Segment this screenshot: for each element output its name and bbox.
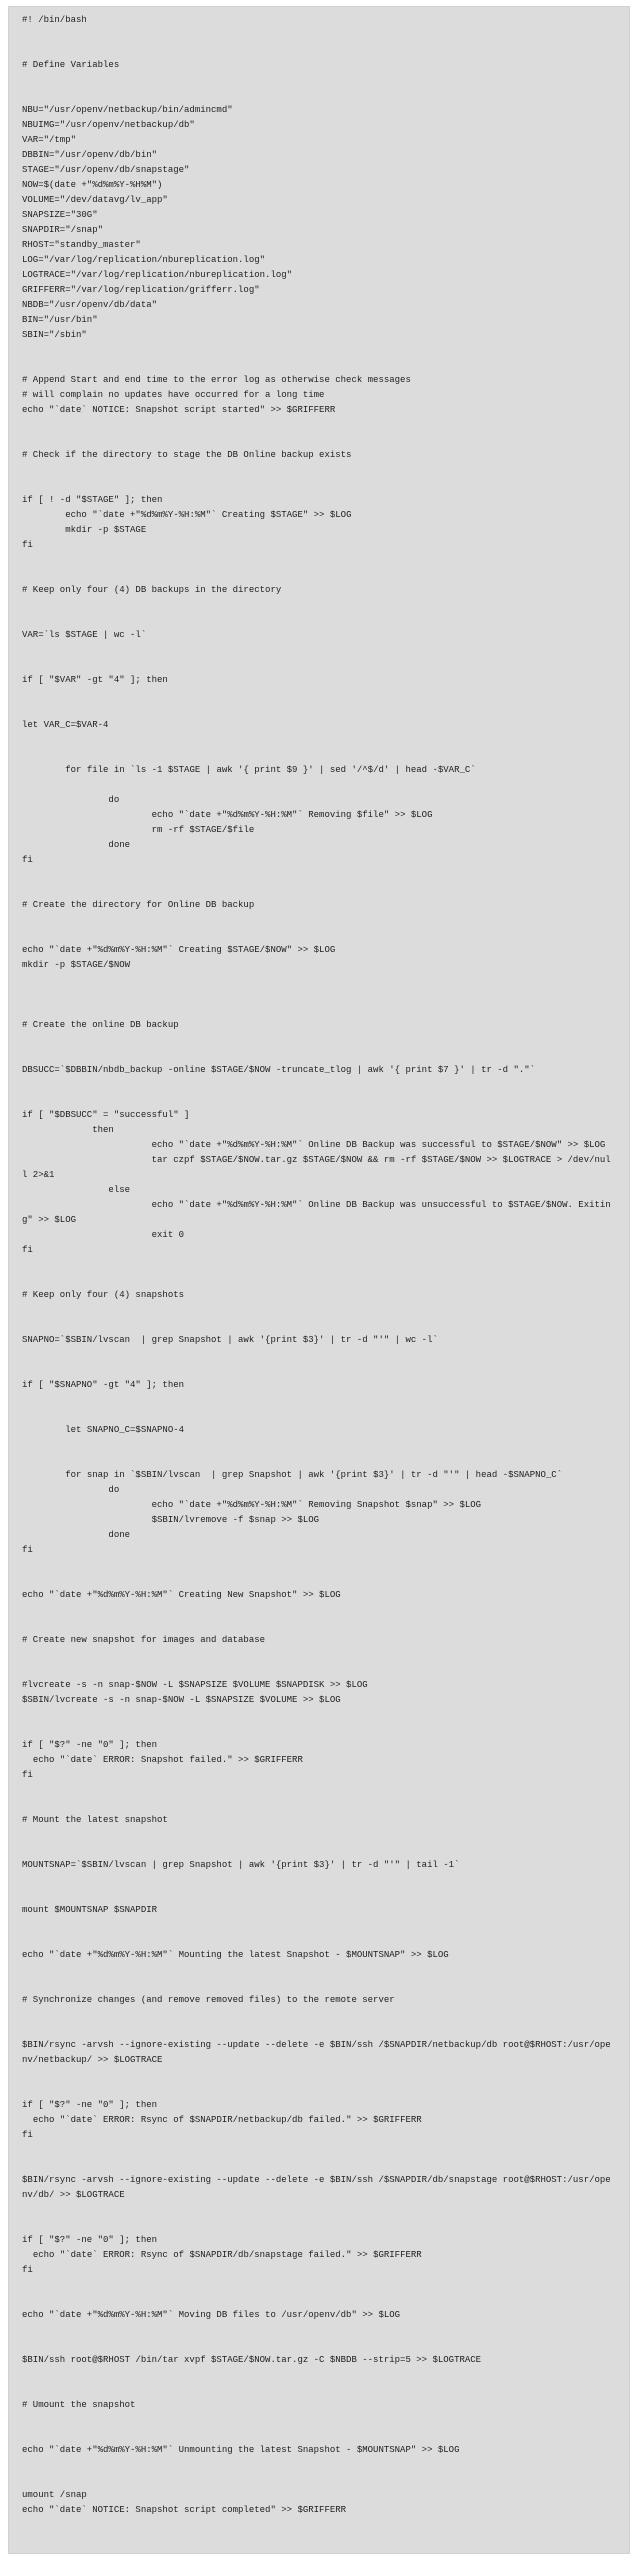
code-line: fi (22, 855, 33, 865)
code-line: NBDB="/usr/openv/db/data" (22, 300, 158, 310)
code-line (22, 1873, 616, 1888)
code-line (22, 658, 616, 673)
code-line: GRIFFERR="/var/log/replication/grifferr.log" (22, 285, 260, 295)
code-line: then (22, 1125, 114, 1135)
code-line: done (22, 1530, 131, 1540)
code-line: #! /bin/bash (22, 15, 87, 25)
code-line (22, 1558, 616, 1573)
code-line (22, 928, 616, 943)
code-line: $BIN/rsync -arvsh --ignore-existing --update --delete -e $BIN/ssh /$SNAPDIR/netbackup/db root@$RHOST:/usr/openv/netbackup/ >> $LOGTRACE (22, 2040, 611, 2065)
code-line (22, 1618, 616, 1633)
code-line (22, 598, 616, 613)
code-line (22, 343, 616, 358)
code-line: if [ "$?" -ne "0" ]; then (22, 2100, 158, 2110)
code-line (22, 1963, 616, 1978)
code-line (22, 1918, 616, 1933)
code-line: mkdir -p $STAGE (22, 525, 147, 535)
code-line: SBIN="/sbin" (22, 330, 87, 340)
code-line: LOGTRACE="/var/log/replication/nbureplication.log" (22, 270, 293, 280)
code-line: # Define Variables (22, 60, 120, 70)
code-line: # Check if the directory to stage the DB Online backup exists (22, 450, 352, 460)
code-line: fi (22, 1770, 33, 1780)
code-line (22, 2143, 616, 2158)
code-line: # Mount the latest snapshot (22, 1815, 168, 1825)
code-line: do (22, 1485, 120, 1495)
code-line (22, 748, 616, 763)
code-line: echo "`date +"%d%m%Y-%H:%M"` Creating New Snapshot" >> $LOG (22, 1590, 341, 1600)
code-line (22, 1603, 616, 1618)
code-line (22, 2158, 616, 2173)
code-line (22, 988, 616, 1003)
code-line: echo "`date` ERROR: Rsync of $SNAPDIR/db/snapstage failed." >> $GRIFFERR (22, 2250, 422, 2260)
code-line: umount /snap (22, 2490, 87, 2500)
code-line (22, 1273, 616, 1288)
code-line (22, 688, 616, 703)
code-line (22, 883, 616, 898)
code-line (22, 1723, 616, 1738)
code-line (22, 568, 616, 583)
code-line (22, 1933, 616, 1948)
code-line: $SBIN/lvremove -f $snap >> $LOG (22, 1515, 320, 1525)
code-line: echo "`date +"%d%m%Y-%H:%M"` Moving DB files to /usr/openv/db" >> $LOG (22, 2310, 401, 2320)
code-line: if [ "$VAR" -gt "4" ]; then (22, 675, 168, 685)
code-line (22, 28, 616, 43)
code-line (22, 1408, 616, 1423)
code-line: echo "`date +"%d%m%Y-%H:%M"` Unmounting the latest Snapshot - $MOUNTSNAP" >> $LOG (22, 2445, 460, 2455)
code-line (22, 1093, 616, 1108)
code-line: echo "`date` NOTICE: Snapshot script completed" >> $GRIFFERR (22, 2505, 347, 2515)
code-line: DBBIN="/usr/openv/db/bin" (22, 150, 158, 160)
code-line (22, 643, 616, 658)
code-line (22, 1003, 616, 1018)
code-line: if [ "$?" -ne "0" ]; then (22, 1740, 158, 1750)
code-line (22, 1033, 616, 1048)
code-line (22, 2068, 616, 2083)
code-line: for snap in `$SBIN/lvscan | grep Snapshot | awk '{print $3}' | tr -d "'" | head -$SNAPNO_C` (22, 1470, 563, 1480)
code-line (22, 358, 616, 373)
code-line: BIN="/usr/bin" (22, 315, 98, 325)
code-line: # Create new snapshot for images and database (22, 1635, 266, 1645)
code-line (22, 1393, 616, 1408)
code-line: RHOST="standby_master" (22, 240, 141, 250)
code-line: # Create the directory for Online DB backup (22, 900, 255, 910)
code-line: echo "`date +"%d%m%Y-%H:%M"` Online DB Backup was unsuccessful to $STAGE/$NOW. Exiting" >> $LOG (22, 1200, 611, 1225)
code-line: rm -rf $STAGE/$file (22, 825, 255, 835)
code-line: # Append Start and end time to the error log as otherwise check messages (22, 375, 411, 385)
code-line (22, 73, 616, 88)
code-line: fi (22, 2130, 33, 2140)
bash-script-code-block (9, 7, 616, 2518)
code-line: echo "`date +"%d%m%Y-%H:%M"` Removing Snapshot $snap" >> $LOG (22, 1500, 482, 1510)
code-line (22, 2473, 616, 2488)
code-line (22, 613, 616, 628)
code-line (22, 1798, 616, 1813)
code-line (22, 1438, 616, 1453)
code-line (22, 2383, 616, 2398)
code-line (22, 2218, 616, 2233)
code-line: fi (22, 1245, 33, 1255)
code-line (22, 1078, 616, 1093)
code-line: echo "`date` ERROR: Snapshot failed." >> $GRIFFERR (22, 1755, 303, 1765)
code-line: echo "`date +"%d%m%Y-%H:%M"` Online DB Backup was successful to $STAGE/$NOW" >> $LOG (22, 1140, 606, 1150)
code-line: tar czpf $STAGE/$NOW.tar.gz $STAGE/$NOW && rm -rf $STAGE/$NOW >> $LOGTRACE > /dev/null 2>&1 (22, 1155, 611, 1180)
code-line: echo "`date +"%d%m%Y-%H:%M"` Creating $STAGE/$NOW" >> $LOG (22, 945, 336, 955)
code-line: LOG="/var/log/replication/nbureplication.log" (22, 255, 266, 265)
code-line (22, 1663, 616, 1678)
code-line: # Create the online DB backup (22, 1020, 179, 1030)
code-line: STAGE="/usr/openv/db/snapstage" (22, 165, 190, 175)
code-line (22, 553, 616, 568)
code-line (22, 463, 616, 478)
code-line: VAR="/tmp" (22, 135, 77, 145)
code-line: DBSUCC=`$DBBIN/nbdb_backup -online $STAGE/$NOW -truncate_tlog | awk '{ print $7 }' | tr -d "."` (22, 1065, 536, 1075)
code-line: SNAPSIZE="30G" (22, 210, 98, 220)
code-line (22, 2008, 616, 2023)
code-line (22, 2323, 616, 2338)
code-line (22, 1303, 616, 1318)
code-line: # Keep only four (4) DB backups in the directory (22, 585, 282, 595)
code-line (22, 1348, 616, 1363)
code-line (22, 1258, 616, 1273)
code-line (22, 1978, 616, 1993)
code-line: NOW=$(date +"%d%m%Y-%H%M") (22, 180, 163, 190)
code-line: for file in `ls -1 $STAGE | awk '{ print $9 }' | sed '/^$/d' | head -$VAR_C` (22, 765, 476, 775)
code-line (22, 2368, 616, 2383)
code-line: # will complain no updates have occurred for a long time (22, 390, 325, 400)
code-panel (8, 6, 630, 2554)
code-line (22, 418, 616, 433)
code-line (22, 1048, 616, 1063)
code-line (22, 2023, 616, 2038)
code-line: fi (22, 1545, 33, 1555)
code-line: echo "`date` NOTICE: Snapshot script started" >> $GRIFFERR (22, 405, 336, 415)
code-line: # Synchronize changes (and remove removed files) to the remote server (22, 1995, 395, 2005)
code-line (22, 1828, 616, 1843)
code-line (22, 1648, 616, 1663)
code-line (22, 433, 616, 448)
code-line: do (22, 795, 120, 805)
code-line: VOLUME="/dev/datavg/lv_app" (22, 195, 168, 205)
code-line (22, 973, 616, 988)
code-line: else (22, 1185, 131, 1195)
code-line (22, 1453, 616, 1468)
code-line: let SNAPNO_C=$SNAPNO-4 (22, 1425, 185, 1435)
code-line: fi (22, 540, 33, 550)
code-line (22, 1843, 616, 1858)
code-line (22, 733, 616, 748)
code-line: # Umount the snapshot (22, 2400, 136, 2410)
code-line: echo "`date` ERROR: Rsync of $SNAPDIR/netbackup/db failed." >> $GRIFFERR (22, 2115, 422, 2125)
code-line: let VAR_C=$VAR-4 (22, 720, 109, 730)
code-line: echo "`date +"%d%m%Y-%H:%M"` Creating $STAGE" >> $LOG (22, 510, 352, 520)
code-line (22, 478, 616, 493)
code-line: if [ "$DBSUCC" = "successful" ] (22, 1110, 190, 1120)
code-line: SNAPDIR="/snap" (22, 225, 104, 235)
code-line (22, 778, 616, 793)
code-line: mount $MOUNTSNAP $SNAPDIR (22, 1905, 158, 1915)
code-line: $SBIN/lvcreate -s -n snap-$NOW -L $SNAPSIZE $VOLUME >> $LOG (22, 1695, 341, 1705)
code-line: VAR=`ls $STAGE | wc -l` (22, 630, 147, 640)
code-line: mkdir -p $STAGE/$NOW (22, 960, 131, 970)
code-line (22, 913, 616, 928)
code-line: if [ "$SNAPNO" -gt "4" ]; then (22, 1380, 185, 1390)
code-line: exit 0 (22, 1230, 185, 1240)
code-line: NBUIMG="/usr/openv/netbackup/db" (22, 120, 195, 130)
code-line: fi (22, 2265, 33, 2275)
code-line (22, 1708, 616, 1723)
code-line (22, 1783, 616, 1798)
code-line (22, 2428, 616, 2443)
code-line (22, 2083, 616, 2098)
code-line (22, 868, 616, 883)
code-line: MOUNTSNAP=`$SBIN/lvscan | grep Snapshot | awk '{print $3}' | tr -d "'" | tail -1` (22, 1860, 460, 1870)
code-line (22, 1363, 616, 1378)
code-line: echo "`date +"%d%m%Y-%H:%M"` Mounting the latest Snapshot - $MOUNTSNAP" >> $LOG (22, 1950, 449, 1960)
code-line: #lvcreate -s -n snap-$NOW -L $SNAPSIZE $VOLUME $SNAPDISK >> $LOG (22, 1680, 368, 1690)
code-line: SNAPNO=`$SBIN/lvscan | grep Snapshot | awk '{print $3}' | tr -d "'" | wc -l` (22, 1335, 438, 1345)
code-line (22, 2458, 616, 2473)
code-line: $BIN/ssh root@$RHOST /bin/tar xvpf $STAGE/$NOW.tar.gz -C $NBDB --strip=5 >> $LOGTRACE (22, 2355, 482, 2365)
code-line: $BIN/rsync -arvsh --ignore-existing --update --delete -e $BIN/ssh /$SNAPDIR/db/snapstage root@$RHOST:/usr/openv/db/ >> $LOGTRACE (22, 2175, 611, 2200)
code-line (22, 2413, 616, 2428)
code-line (22, 703, 616, 718)
code-line: echo "`date +"%d%m%Y-%H:%M"` Removing $file" >> $LOG (22, 810, 433, 820)
code-line: done (22, 840, 131, 850)
code-line (22, 2338, 616, 2353)
code-line (22, 2203, 616, 2218)
code-line (22, 2278, 616, 2293)
code-line (22, 1573, 616, 1588)
code-line: NBU="/usr/openv/netbackup/bin/admincmd" (22, 105, 233, 115)
code-line (22, 43, 616, 58)
code-line: # Keep only four (4) snapshots (22, 1290, 185, 1300)
code-line: if [ ! -d "$STAGE" ]; then (22, 495, 163, 505)
code-line (22, 2293, 616, 2308)
code-line (22, 1888, 616, 1903)
code-line (22, 88, 616, 103)
code-line (22, 1318, 616, 1333)
code-line: if [ "$?" -ne "0" ]; then (22, 2235, 158, 2245)
